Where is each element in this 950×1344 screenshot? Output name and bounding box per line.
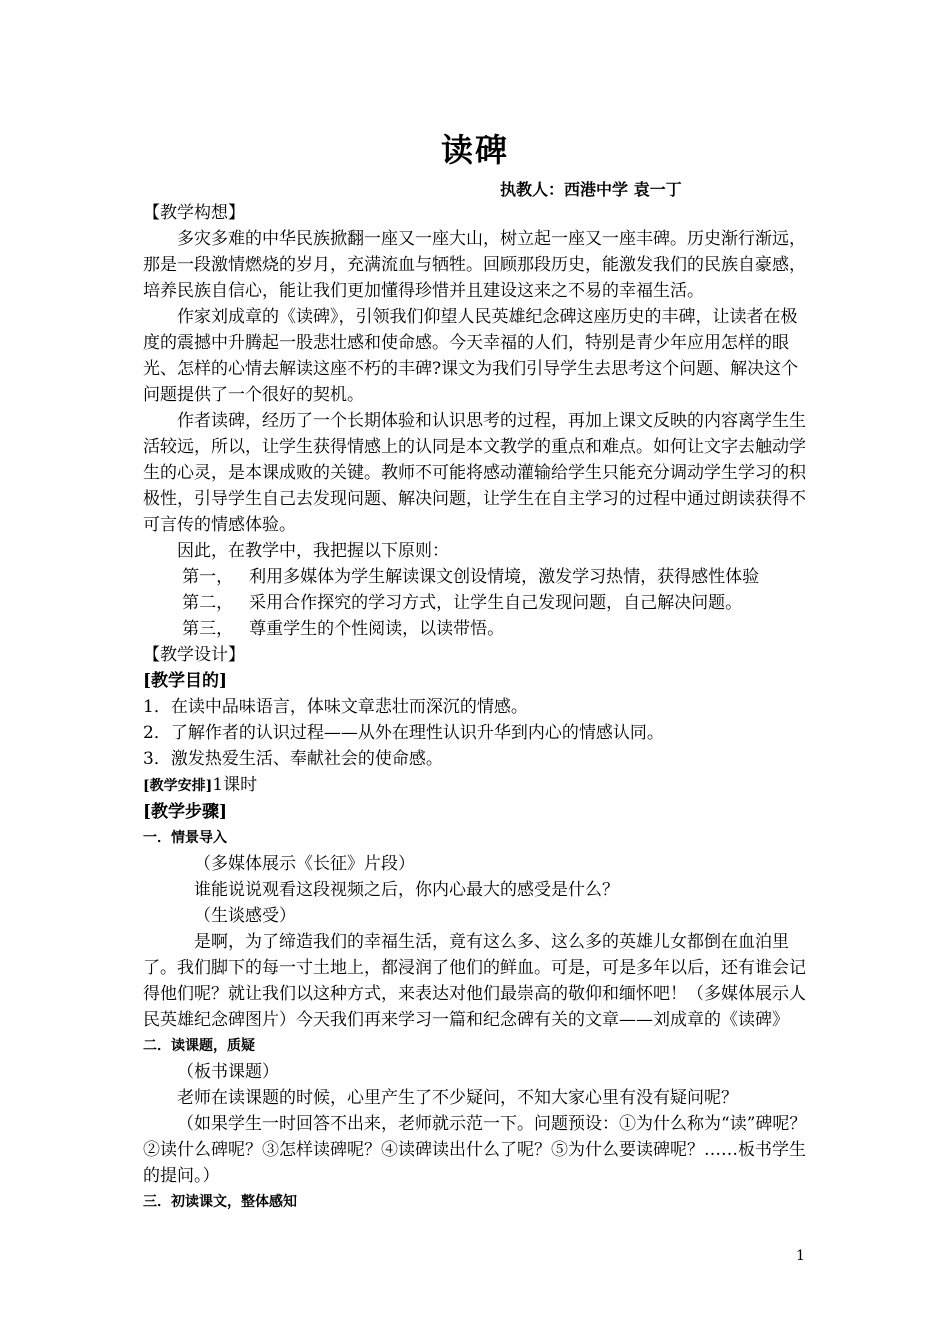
principle-item — [143, 590, 807, 616]
schedule-value: 1课时 — [212, 775, 258, 795]
section-heading-sheji: 【教学设计】 — [143, 645, 245, 665]
step-line: （多媒体展示《长征》片段） — [194, 854, 415, 874]
document-body — [143, 200, 807, 1215]
step-line: （生谈感受） — [194, 906, 296, 926]
principle-number: 第三， — [182, 619, 234, 639]
principle-text: 尊重学生的个性阅读，以读带悟。 — [249, 619, 505, 639]
step-heading: 一．情景导入 — [143, 830, 227, 846]
page-number: 1 — [796, 1248, 805, 1264]
heading-mudi: [教学目的] — [143, 671, 228, 691]
paragraph: 多灾多难的中华民族掀翻一座又一座大山，树立起一座又一座丰碑。历史渐行渐远，那是一段激情燃烧的岁月，充满流血与牺牲。回顾那段历史，能激发我们的民族自豪感，培养民族自信心，能让我们更加懂得珍惜并且建设这来之不易的幸福生活。 — [143, 229, 806, 301]
paragraph: 作家刘成章的《读碑》，引领我们仰望人民英雄纪念碑这座历史的丰碑，让读者在极度的震撼中升腾起一股悲壮感和使命感。今天幸福的人们，特别是青少年应用怎样的眼光、怎样的心情去解读这座不朽的丰碑?课文为我们引导学生去思考这个问题、解决这个问题提供了一个很好的契机。 — [143, 307, 799, 405]
principle-number: 第一， — [182, 567, 234, 587]
step-paragraph-text: 是啊，为了缔造我们的幸福生活，竟有这么多、这么多的英雄儿女都倒在血泊里了。我们脚下的每一寸土地上，都浸润了他们的鲜血。可是，可是多年以后，还有谁会记得他们呢？就让我们以这种方式，来表达对他们最崇高的敬仰和缅怀吧！（多媒体展示人民英雄纪念碑图片）今天我们再来学习一篇和纪念碑有关的文章——刘成章的《读碑》 — [143, 932, 806, 1030]
principles-intro: 因此，在教学中，我把握以下原则： — [177, 541, 449, 561]
principle-item — [143, 616, 807, 642]
objective-item: 2．了解作者的认识过程——从外在理性认识升华到内心的情感认同。 — [143, 723, 664, 743]
document-title: 读碑 — [440, 131, 509, 169]
objective-item: 3．激发热爱生活、奉献社会的使命感。 — [143, 749, 443, 769]
principle-item — [143, 564, 807, 590]
principle-text: 利用多媒体为学生解读课文创设情境，激发学习热情，获得感性体验 — [249, 567, 760, 587]
schedule-label: [教学安排] — [143, 778, 213, 794]
step-line: 谁能说说观看这段视频之后，你内心最大的感受是什么？ — [194, 880, 619, 900]
schedule-line — [143, 772, 807, 799]
step-line: 老师在读课题的时候，心里产生了不少疑问，不知大家心里有没有疑问呢？ — [177, 1088, 738, 1108]
author-line: 执教人：西港中学 袁一丁 — [500, 180, 682, 199]
principle-number: 第二， — [182, 593, 234, 613]
principle-text: 采用合作探究的学习方式，让学生自己发现问题，自己解决问题。 — [249, 593, 743, 613]
step-line: （板书课题） — [177, 1062, 279, 1082]
objective-item: 1．在读中品味语言，体味文章悲壮而深沉的情感。 — [143, 697, 528, 717]
section-heading-gouxiang: 【教学构想】 — [143, 203, 245, 223]
paragraph: 作者读碑，经历了一个长期体验和认识思考的过程，再加上课文反映的内容离学生生活较远，所以，让学生获得情感上的认同是本文教学的重点和难点。如何让文字去触动学生的心灵，是本课成败的关键。教师不可能将感动灌输给学生只能充分调动学生学习的积极性，引导学生自己去发现问题、解决问题，让学生在自主学习的过程中通过朗读获得不可言传的情感体验。 — [143, 411, 806, 535]
step-paragraph: （如果学生一时回答不出来，老师就示范一下。问题预设：①为什么称为“读”碑呢？②读什么碑呢？③怎样读碑呢？④读碑读出什么了呢？⑤为什么要读碑呢？……板书学生的提问。） — [143, 1114, 807, 1186]
heading-buzhou: [教学步骤] — [143, 802, 228, 822]
step-heading: 三．初读课文，整体感知 — [143, 1194, 297, 1210]
step-heading: 二．读课题，质疑 — [143, 1038, 255, 1054]
step-paragraph — [143, 929, 807, 1033]
